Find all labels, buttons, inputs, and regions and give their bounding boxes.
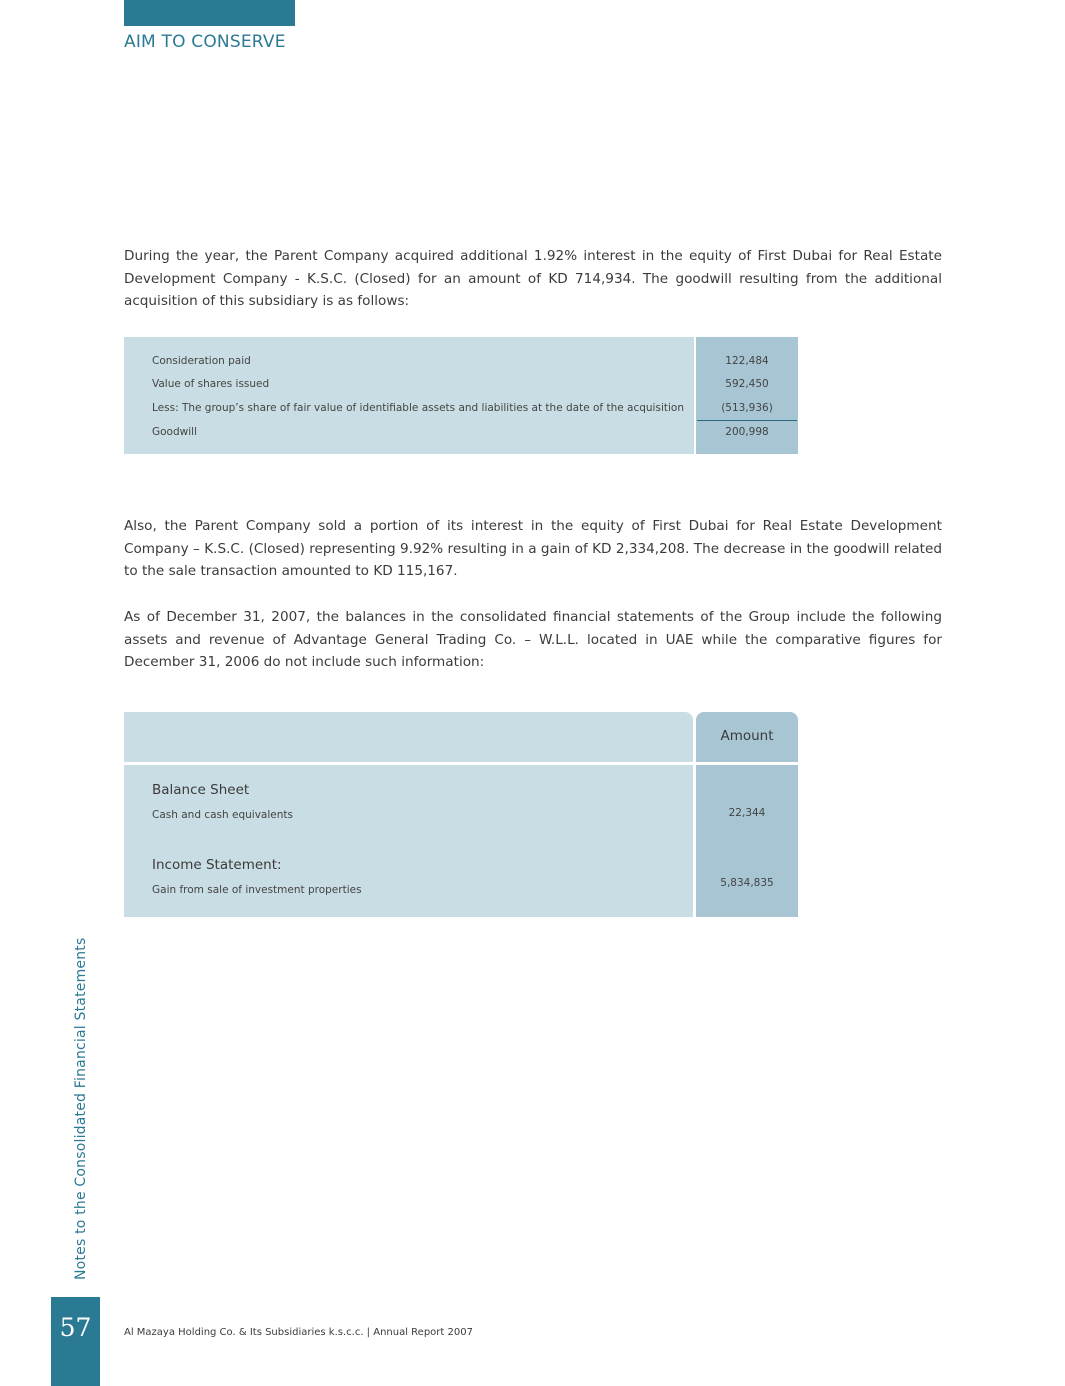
amount-column-header: Amount — [720, 728, 774, 744]
goodwill-row-value: 200,998 — [725, 426, 769, 438]
uae-table-value-column — [696, 765, 798, 917]
investment-gain-label: Gain from sale of investment properties — [152, 884, 362, 896]
paragraph-acquisition: During the year, the Parent Company acquired additional 1.92% interest in the equity of First Dubai for Real Estate Development Company - K.S.C. (Closed) for an amount of KD 714,934. The goodwill resulting from the additional acquisition of this subsidiary is as follows: — [124, 248, 942, 310]
page-number: 57 — [59, 1313, 92, 1342]
goodwill-row-label: Value of shares issued — [152, 378, 270, 390]
goodwill-row-label: Less: The group’s share of fair value of identifiable assets and liabilities at the date of the acquisition — [152, 402, 684, 414]
investment-gain-value: 5,834,835 — [720, 877, 774, 889]
cash-equivalents-value: 22,344 — [728, 807, 766, 819]
section-side-title: Notes to the Consolidated Financial Statements — [73, 937, 89, 1280]
subtotal-rule — [697, 420, 797, 421]
header-accent-bar — [124, 0, 295, 26]
paragraph-uae-balances: As of December 31, 2007, the balances in the consolidated financial statements of the Group include the following assets and revenue of Advantage General Trading Co. – W.L.L. located in UAE while the comparative figures for December 31, 2006 do not include such information: — [124, 609, 942, 671]
income-statement-heading: Income Statement: — [152, 857, 282, 873]
goodwill-row-value: 122,484 — [725, 355, 769, 367]
header-title: AIM TO CONSERVE — [124, 32, 286, 52]
goodwill-row-label: Consideration paid — [152, 355, 251, 367]
uae-table-header-left — [124, 712, 693, 762]
goodwill-row-value: 592,450 — [725, 378, 769, 390]
cash-equivalents-label: Cash and cash equivalents — [152, 809, 293, 821]
balance-sheet-heading: Balance Sheet — [152, 782, 250, 798]
footer-text: Al Mazaya Holding Co. & Its Subsidiaries k.s.c.c. | Annual Report 2007 — [124, 1327, 473, 1338]
goodwill-row-value: (513,936) — [721, 402, 773, 414]
paragraph-sale: Also, the Parent Company sold a portion of its interest in the equity of First Dubai for Real Estate Development Company – K.S.C. (Closed) representing 9.92% resulting in a gain of KD 2,334,208. The decrease in the goodwill related to the sale transaction amounted to KD 115,167. — [124, 518, 942, 580]
goodwill-row-label: Goodwill — [152, 426, 197, 438]
